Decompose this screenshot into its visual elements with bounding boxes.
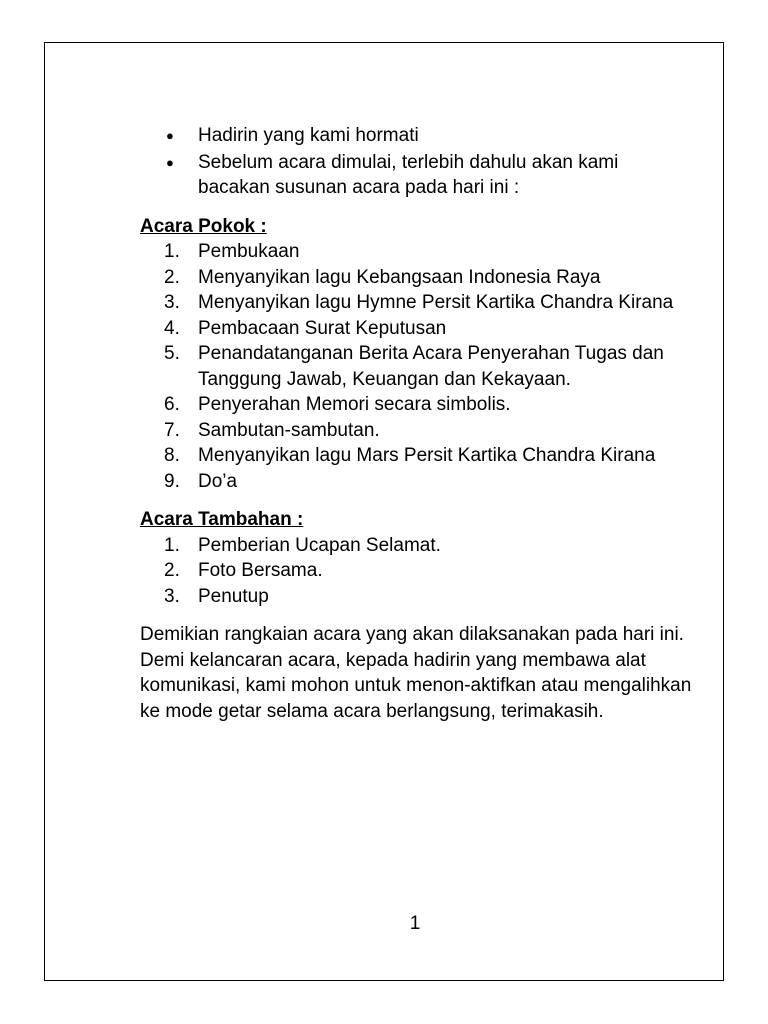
bullet-text: Hadirin yang kami hormati: [198, 125, 419, 146]
closing-paragraph: Demikian rangkaian acara yang akan dilaksanakan pada hari ini.: [140, 624, 684, 645]
item-number: 1.: [164, 241, 180, 262]
list-item: [140, 150, 692, 201]
item-number: 6.: [164, 394, 180, 415]
list-item: [140, 392, 692, 418]
item-text: Menyanyikan lagu Kebangsaan Indonesia Raya: [198, 266, 601, 288]
item-text: Menyanyikan lagu Mars Persit Kartika Chandra Kirana: [198, 445, 656, 466]
item-text: Pembacaan Surat Keputusan: [198, 317, 447, 339]
list-item: [140, 469, 692, 495]
bullet-icon: ●: [166, 128, 174, 143]
bullet-icon: ●: [166, 154, 174, 170]
item-number: 3.: [164, 292, 180, 313]
list-item: [140, 341, 692, 392]
page-number: 1: [409, 913, 421, 934]
list-item: [140, 239, 692, 265]
item-text: Pemberian Ucapan Selamat.: [198, 534, 441, 556]
item-text: Penyerahan Memori secara simbolis.: [198, 394, 511, 415]
acara-pokok-list: [140, 239, 692, 494]
list-item: [140, 316, 692, 342]
list-item: [140, 123, 692, 149]
item-number: 1.: [164, 534, 180, 556]
list-item: [140, 558, 692, 584]
item-text: Penandatanganan Berita Acara Penyerahan Tugas dan Tanggung Jawab, Keuangan dan Kekayaan.: [198, 343, 664, 390]
item-number: 2.: [164, 266, 180, 288]
item-text: Penutup: [198, 585, 269, 607]
list-item: [140, 584, 692, 610]
document-body: [140, 123, 692, 724]
item-number: 5.: [164, 343, 180, 364]
section-heading-acara-pokok: Acara Pokok :: [140, 215, 267, 237]
item-number: 3.: [164, 585, 180, 607]
list-item: [140, 443, 692, 469]
item-number: 7.: [164, 419, 180, 441]
item-text: Sambutan-sambutan.: [198, 419, 380, 441]
acara-tambahan-list: [140, 533, 692, 610]
item-text: Menyanyikan lagu Hymne Persit Kartika Chandra Kirana: [198, 292, 674, 313]
section-heading-acara-tambahan: Acara Tambahan :: [140, 509, 304, 530]
item-number: 4.: [164, 317, 180, 339]
closing-paragraph: Demi kelancaran acara, kepada hadirin yang membawa alat komunikasi, kami mohon untuk menon-aktifkan atau mengalihkan ke mode getar selama acara berlangsung, terimakasih.: [140, 649, 692, 722]
list-item: [140, 533, 692, 559]
item-number: 2.: [164, 560, 180, 581]
item-text: Do’a: [198, 470, 238, 492]
list-item: [140, 418, 692, 444]
item-number: 9.: [164, 470, 180, 492]
item-number: 8.: [164, 445, 180, 466]
item-text: Pembukaan: [198, 241, 300, 262]
intro-bullet-list: [140, 123, 692, 201]
bullet-text: Sebelum acara dimulai, terlebih dahulu akan kami bacakan susunan acara pada hari ini :: [198, 151, 619, 198]
closing-section: [140, 622, 692, 724]
list-item: [140, 290, 692, 316]
item-text: Foto Bersama.: [198, 560, 323, 581]
list-item: [140, 265, 692, 291]
